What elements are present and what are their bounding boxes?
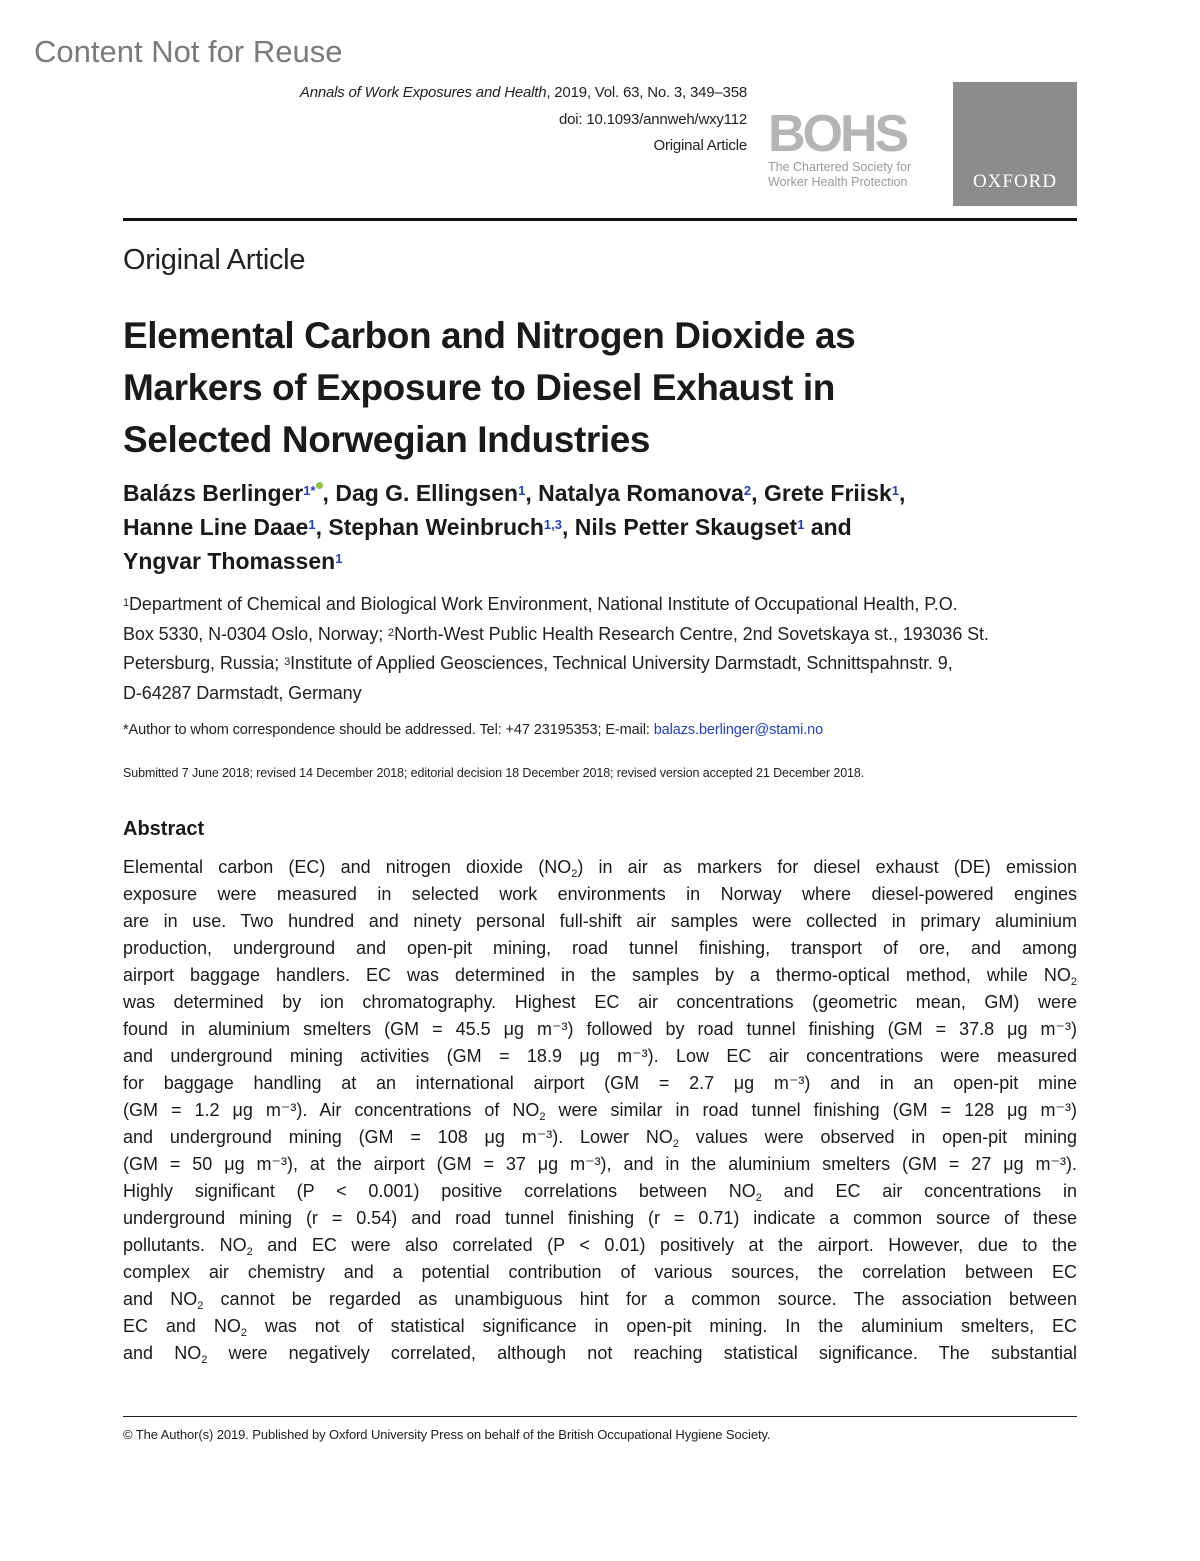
author-separator: , xyxy=(561,514,575,540)
correspondence-note xyxy=(123,722,823,738)
affiliation-1: Department of Chemical and Biological Work Environment, National Institute of Occupational Health, P.O. xyxy=(129,594,958,614)
abstract-text: values were observed in open-pit mining xyxy=(678,1127,1077,1147)
abstract-text: was not of statistical significance in open-pit mining. In the aluminium smelters, EC xyxy=(246,1316,1077,1336)
author-line-3 xyxy=(123,544,1083,578)
author-name[interactable]: Natalya Romanova xyxy=(538,480,744,506)
abstract-body xyxy=(123,854,1077,1367)
abstract-line xyxy=(123,1097,1077,1124)
affil-sup: 2 xyxy=(388,626,395,639)
abstract-line xyxy=(123,1016,1077,1043)
author-separator: , xyxy=(751,480,764,506)
abstract-text: cannot be regarded as unambiguous hint for a common source. The association between xyxy=(203,1289,1077,1309)
subscript: 2 xyxy=(1070,976,1077,988)
author-affil-sup[interactable]: 1,3 xyxy=(543,517,562,532)
section-label: Original Article xyxy=(123,244,306,276)
affiliation-1-cont: Box 5330, N-0304 Oslo, Norway; xyxy=(123,623,389,644)
affil-sup: 1 xyxy=(123,597,130,609)
subscript: 2 xyxy=(571,868,578,880)
subscript: 2 xyxy=(197,1300,204,1312)
abstract-text: and underground mining activities (GM = 18.9 μg m⁻³). Low EC air concentrations were measured xyxy=(123,1046,1077,1066)
author-affil-sup[interactable]: 1 xyxy=(518,483,526,498)
author-affil-sup[interactable]: 1 xyxy=(335,551,343,566)
subscript: 2 xyxy=(240,1327,247,1339)
abstract-line xyxy=(123,1151,1077,1178)
abstract-line xyxy=(123,1232,1077,1259)
abstract-text: pollutants. NO xyxy=(123,1235,247,1255)
author-separator: , xyxy=(525,480,539,506)
abstract-line xyxy=(123,935,1077,962)
abstract-text: for baggage handling at an international airport (GM = 2.7 μg m⁻³) and in an open-pit mine xyxy=(123,1073,1077,1093)
watermark: Content Not for Reuse xyxy=(34,34,343,69)
abstract-line xyxy=(123,881,1077,908)
abstract-line xyxy=(123,854,1077,881)
submission-dates: Submitted 7 June 2018; revised 14 December 2018; editorial decision 18 December 2018; revised version accepted 21 December 2018. xyxy=(123,766,865,780)
oxford-logo[interactable] xyxy=(953,82,1077,206)
author-name[interactable]: Nils Petter Skaugset xyxy=(574,514,798,540)
abstract-text: complex air chemistry and a potential contribution of various sources, the correlation between EC xyxy=(123,1262,1077,1282)
abstract-line xyxy=(123,1286,1077,1313)
affiliation-line xyxy=(123,679,1083,709)
author-name[interactable]: Balázs Berlinger xyxy=(123,480,304,506)
abstract-line xyxy=(123,1205,1077,1232)
affiliations xyxy=(123,590,1083,708)
abstract-text: and EC were also correlated (P < 0.01) positively at the airport. However, due to the xyxy=(252,1235,1077,1255)
abstract-text: and NO xyxy=(123,1343,202,1363)
title-line: Elemental Carbon and Nitrogen Dioxide as xyxy=(123,315,856,356)
article-title xyxy=(123,310,1073,466)
abstract-line xyxy=(123,989,1077,1016)
author-list xyxy=(123,476,1083,578)
affiliation-line xyxy=(123,590,1083,620)
bohs-tagline-1: The Chartered Society for xyxy=(768,160,912,174)
affiliation-line xyxy=(123,649,1083,679)
subscript: 2 xyxy=(755,1192,762,1204)
abstract-text: and EC air concentrations in xyxy=(761,1181,1077,1201)
author-affil-sup[interactable]: 1 xyxy=(308,517,316,532)
subscript: 2 xyxy=(246,1246,253,1258)
orcid-icon[interactable] xyxy=(316,482,323,489)
author-separator: and xyxy=(804,514,852,540)
abstract-heading: Abstract xyxy=(123,818,205,840)
journal-doi[interactable]: doi: 10.1093/annweh/wxy112 xyxy=(559,110,747,128)
email-link[interactable]: balazs.berlinger@stami.no xyxy=(653,722,824,738)
affiliation-3-cont: D-64287 Darmstadt, Germany xyxy=(123,682,362,703)
abstract-text: were negatively correlated, although not reaching statistical significance. The substantial xyxy=(207,1343,1077,1363)
corresponding-mark[interactable]: * xyxy=(310,483,316,498)
abstract-line xyxy=(123,1340,1077,1367)
author-affil-sup[interactable]: 1 xyxy=(797,517,805,532)
abstract-line xyxy=(123,1043,1077,1070)
subscript: 2 xyxy=(672,1138,679,1150)
journal-article-type: Original Article xyxy=(653,137,747,154)
author-name[interactable]: Stephan Weinbruch xyxy=(328,514,544,540)
affiliation-3: Institute of Applied Geosciences, Technical University Darmstadt, Schnittspahnstr. 9, xyxy=(290,653,953,673)
abstract-text: airport baggage handlers. EC was determined in the samples by a thermo-optical method, while NO xyxy=(123,965,1071,985)
abstract-line xyxy=(123,1259,1077,1286)
abstract-line xyxy=(123,908,1077,935)
copyright-notice: © The Author(s) 2019. Published by Oxford University Press on behalf of the British Occupational Hygiene Society. xyxy=(123,1427,771,1442)
journal-volume: , 2019, Vol. 63, No. 3, 349–358 xyxy=(546,84,747,101)
header-rule xyxy=(123,218,1077,221)
affiliation-2-cont: Petersburg, Russia; xyxy=(123,653,285,673)
bohs-logo[interactable] xyxy=(768,105,933,189)
abstract-text: (GM = 50 μg m⁻³), at the airport (GM = 37 μg m⁻³), and in the aluminium smelters (GM = 27 μg m⁻³). xyxy=(123,1154,1077,1174)
abstract-line xyxy=(123,1124,1077,1151)
footer-rule xyxy=(123,1416,1077,1417)
abstract-text: EC and NO xyxy=(123,1316,241,1336)
author-separator: , xyxy=(315,514,329,540)
author-name[interactable]: Yngvar Thomassen xyxy=(123,548,336,574)
bohs-tagline-2: Worker Health Protection xyxy=(768,175,908,189)
subscript: 2 xyxy=(539,1111,546,1123)
abstract-text: (GM = 1.2 μg m⁻³). Air concentrations of NO xyxy=(123,1100,540,1120)
abstract-text: ) in air as markers for diesel exhaust (DE) emission xyxy=(577,857,1077,877)
title-line: Selected Norwegian Industries xyxy=(123,419,651,460)
subscript: 2 xyxy=(201,1354,208,1366)
abstract-text: Elemental carbon (EC) and nitrogen dioxide (NO xyxy=(123,857,572,877)
abstract-text: were similar in road tunnel finishing (GM = 128 μg m⁻³) xyxy=(545,1100,1077,1120)
journal-meta xyxy=(300,80,747,160)
author-separator: , xyxy=(899,480,906,506)
author-separator: , xyxy=(322,480,336,506)
author-line-1 xyxy=(123,476,1083,510)
abstract-text: underground mining (r = 0.54) and road tunnel finishing (r = 0.71) indicate a common source of these xyxy=(123,1208,1077,1228)
abstract-text: was determined by ion chromatography. Highest EC air concentrations (geometric mean, GM) were xyxy=(123,992,1077,1012)
abstract-text: and underground mining (GM = 108 μg m⁻³). Lower NO xyxy=(123,1127,673,1147)
bohs-wordmark: BOHS xyxy=(768,105,907,163)
author-name[interactable]: Hanne Line Daae xyxy=(123,514,309,540)
author-affil-sup[interactable]: 1 xyxy=(303,483,311,498)
abstract-text: and NO xyxy=(123,1289,198,1309)
abstract-text: exposure were measured in selected work environments in Norway where diesel-powered engines xyxy=(123,884,1077,904)
correspondence-text: *Author to whom correspondence should be addressed. Tel: +47 23195353; E-mail: xyxy=(123,722,654,738)
affiliation-2: North-West Public Health Research Centre, 2nd Sovetskaya st., 193036 St. xyxy=(394,623,989,644)
abstract-line xyxy=(123,1178,1077,1205)
oxford-wordmark: OXFORD xyxy=(972,171,1058,192)
affiliation-line xyxy=(123,620,1083,650)
author-line-2 xyxy=(123,510,1083,544)
affil-sup: 3 xyxy=(284,656,291,668)
journal-title[interactable]: Annals of Work Exposures and Health xyxy=(299,84,547,101)
abstract-text: are in use. Two hundred and ninety personal full-shift air samples were collected in primary aluminium xyxy=(123,911,1077,931)
author-affil-sup[interactable]: 2 xyxy=(743,483,752,498)
abstract-line xyxy=(123,962,1077,989)
author-name[interactable]: Grete Friisk xyxy=(763,480,892,506)
journal-citation xyxy=(300,80,747,107)
abstract-line xyxy=(123,1070,1077,1097)
abstract-text: production, underground and open-pit mining, road tunnel finishing, transport of ore, and among xyxy=(123,938,1077,958)
author-name[interactable]: Dag G. Ellingsen xyxy=(335,480,519,506)
title-line: Markers of Exposure to Diesel Exhaust in xyxy=(123,367,835,408)
abstract-line xyxy=(123,1313,1077,1340)
author-affil-sup[interactable]: 1 xyxy=(891,483,900,498)
abstract-text: found in aluminium smelters (GM = 45.5 μg m⁻³) followed by road tunnel finishing (GM = 37.8 μg m⁻³) xyxy=(123,1019,1077,1039)
abstract-text: Highly significant (P < 0.001) positive correlations between NO xyxy=(123,1181,756,1201)
